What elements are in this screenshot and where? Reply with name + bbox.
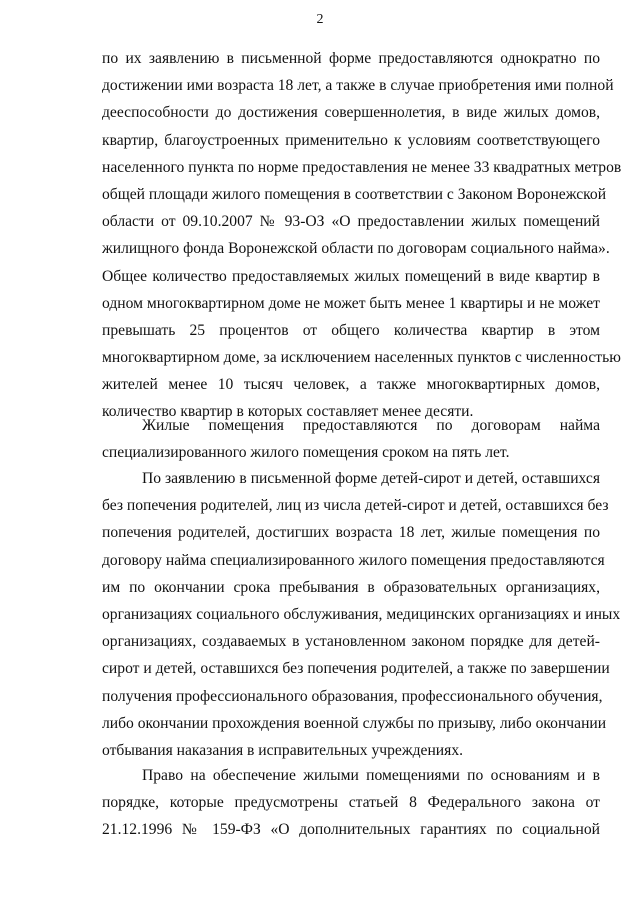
text-line: многоквартирном доме, за исключением населенных пунктов с численностью xyxy=(102,349,621,367)
text-line: специализированного жилого помещения сроком на пять лет. xyxy=(102,444,510,462)
text-line: квартир, благоустроенных применительно к условиям соответствующего xyxy=(102,131,600,149)
text-line: порядке, которые предусмотрены статьей 8 Федерального закона от xyxy=(102,794,600,812)
page-number: 2 xyxy=(316,12,324,27)
text-line: по их заявлению в письменной форме предоставляются однократно по xyxy=(102,50,600,67)
text-line: организациях, создаваемых в установленном законом порядке для детей- xyxy=(102,633,600,651)
text-line: Жилые помещения предоставляются по договорам найма xyxy=(142,417,600,434)
text-line: Общее количество предоставляемых жилых помещений в виде квартир в xyxy=(102,267,600,285)
text-line: либо окончании прохождения военной службы по призыву, либо окончании xyxy=(102,714,607,732)
text-line: организациях социального обслуживания, медицинских организациях и иных xyxy=(102,605,621,623)
paragraph-3 xyxy=(102,465,621,764)
text-line: превышать 25 процентов от общего количества квартир в этом xyxy=(102,321,600,339)
text-line: общей площади жилого помещения в соответствии с Законом Воронежской xyxy=(102,185,607,203)
text-line: дееспособности до достижения совершеннолетия, в виде жилых домов, xyxy=(102,104,600,122)
text-line: договору найма специализированного жилого помещения предоставляются xyxy=(102,551,605,569)
text-line: отбывания наказания в исправительных учреждениях. xyxy=(102,741,464,759)
text-line: количество квартир в которых составляет менее десяти. xyxy=(102,403,474,421)
text-line: одном многоквартирном доме не может быть менее 1 квартиры и не может xyxy=(102,294,600,312)
text-line: жителей менее 10 тысяч человек, а также многоквартирных домов, xyxy=(102,376,600,394)
text-line: По заявлению в письменной форме детей-сирот и детей, оставшихся xyxy=(142,470,600,487)
text-line: сирот и детей, оставшихся без попечения родителей, а также по завершении xyxy=(102,660,610,678)
text-line: 21.12.1996 № 159-ФЗ «О дополнительных гарантиях по социальной xyxy=(102,821,600,839)
text-line: области от 09.10.2007 № 93-ОЗ «О предоставлении жилых помещений xyxy=(102,213,600,231)
paragraph-1 xyxy=(102,45,622,426)
paragraph-4 xyxy=(102,762,600,844)
text-line: населенного пункта по норме предоставления не менее 33 квадратных метров xyxy=(102,158,622,176)
text-line: жилищного фонда Воронежской области по договорам социального найма». xyxy=(102,240,610,258)
text-line: им по окончании срока пребывания в образовательных организациях, xyxy=(102,578,600,596)
text-line: без попечения родителей, лиц из числа детей-сирот и детей, оставшихся без xyxy=(102,497,609,515)
text-line: попечения родителей, достигших возраста 18 лет, жилые помещения по xyxy=(102,524,600,542)
text-line: достижении ими возраста 18 лет, а также в случае приобретения ими полной xyxy=(102,77,614,95)
paragraph-2 xyxy=(102,412,600,466)
text-line: получения профессионального образования, профессионального обучения, xyxy=(102,687,603,705)
text-line: Право на обеспечение жилыми помещениями по основаниям и в xyxy=(142,767,600,784)
